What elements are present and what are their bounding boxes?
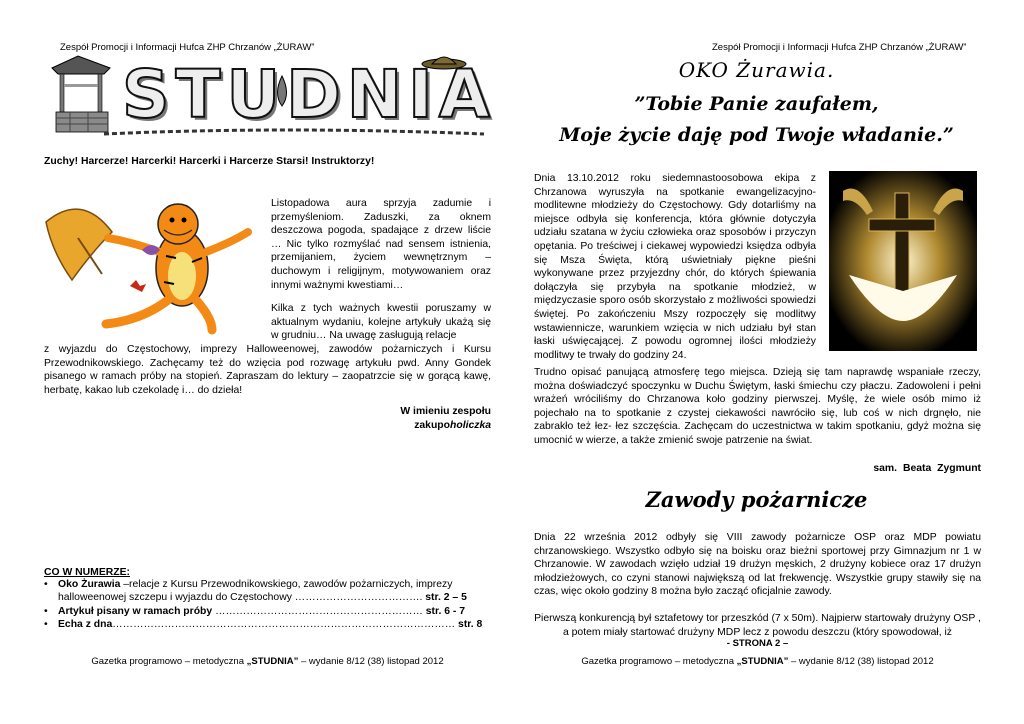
signature-line-2: [300, 419, 491, 433]
right-footer: Gazetka programowo – metodyczna „STUDNIA” – wydanie 8/12 (38) listopad 2012: [581, 656, 934, 667]
intro-paragraph-2-wide: z wyjazdu do Częstochowy, imprezy Halloweenowej, zawodów pożarniczych i Kursu Przewodnikowskiego. Zachęcamy też do wzięcia pod rozwagę artykułu pwd. Anny Gondek pisanego w ramach próby na stopień. Zapraszam do lektury – zaopatrzcie się w gorącą kawę, herbatę, kakao lub czekoladę i… do dzieła!: [44, 344, 491, 396]
article-1-wide: Trudno opisać panującą atmosferę tego miejsca. Dzieją się tam naprawdę wspaniałe rzeczy, można doświadczyć spoczynku w Duchu Świętym, łaski śmiechu czy płaczu. Zadowoleni i pełni wrażeń wróciliśmy do Chrzanowa koło godziny pierwszej. Myślę, że wiele osób mimo iż pojechało na to spotkanie z czystej ciekawości nawróciło się, lub coś w nich drgnęło, nie zabrakło też łez- łez szczęścia. Zachęcam do uczestnictwa w takim spotkaniu, gdyż można się umocnić w wierze, a także zmienić swoje patrzenie na świat.: [534, 367, 981, 446]
signature-name-part-a: zakupo: [414, 420, 450, 431]
toc: [44, 567, 491, 632]
tigger-illustration: [42, 192, 264, 338]
article-2-title: Zawody pożarnicze: [645, 487, 868, 512]
signature-line-1: W imieniu zespołu: [400, 406, 491, 417]
section-title: OKO Żurawia.: [678, 58, 835, 82]
article-1-signature: sam. Beata Zygmunt: [873, 463, 981, 474]
greeting: Zuchy! Harcerze! Harcerki! Harcerki i Harcerze Starsi! Instruktorzy!: [44, 156, 375, 167]
quote-line-2: Moje życie daję pod Twoje władanie.”: [559, 124, 954, 146]
quote-line-1: ”Tobie Panie zaufałem,: [634, 93, 879, 115]
intro-paragraph-1: Listopadowa aura sprzyja zadumie i przemyśleniom. Zaduszki, za oknem deszczowa pogoda, spadające z drzew liście … Nic tylko rozmyślać nad sensem istnienia, przemijaniem, życiem wewnętrznym – duchowym i religijnym, motywowaniem oraz innymi ważnymi kwestiami…: [271, 198, 491, 291]
page-marker: - STRONA 2 –: [726, 638, 789, 649]
article-2-paragraph-1: Dnia 22 września 2012 odbyły się VIII zawody pożarnicze OSP oraz MDP powiatu chrzanowskiego. Wszystko odbyło się na boisku oraz bieżni sportowej przy Gimnazjum nr 1 w Chrzanowie. W zawodach wzięło udział 19 drużyn męskich, 2 drużyny kobiece oraz 17 drużyn młodzieżowych, co czyni stanowi największą od lat frekwencję. Wszystkie grupy stawiły się na czas, więc około godziny 8 można było zacząć oficjalnie zawody.: [534, 532, 981, 598]
article-2-paragraph-2: Pierwszą konkurencją był sztafetowy tor przeszkód (7 x 50m). Najpierw startowały drużyny OSP , a potem miały startować drużyny MDP lecz z powodu deszczu (który spowodował, iż: [534, 613, 981, 638]
toc-item[interactable]: • Echa z dna……………………………………………………………………………………… str. 8: [58, 618, 491, 631]
masthead-title: STUDNIA: [122, 56, 496, 133]
toc-heading: CO W NUMERZE:: [44, 567, 131, 578]
article-1-column: Dnia 13.10.2012 roku siedemnastoosobowa ekipa z Chrzanowa wyruszyła na spotkanie ewangelizacyjno-modlitewne młodzieży do Częstochowy. Gdy dotarliśmy na miejsce odbyła się konferencja, która głównie dotyczyła udziału szatana w życiu człowieka oraz sposobów i przyczyn opętania. Po treściwej i ciekawej wypowiedzi księdza odbyła się Msza Święta, którą uświetniały piękne pieśni wykonywane przez przyjezdny chór, do których śpiewania dołączyła się przybyła na spotkanie młodzież, w międzyczasie sporo osób skorzystało z możliwości spowiedzi świętej. Po zakończeniu Mszy rozpoczęły się modlitwy wstawiennicze, warunkiem wzięcia w nich udziału był stan łaski uświęcającej. Z powodu ogromnej ilości młodzieży modlitwy te trwały do godziny 24.: [534, 173, 816, 361]
left-footer: Gazetka programowo – metodyczna „STUDNIA” – wydanie 8/12 (38) listopad 2012: [91, 656, 444, 667]
toc-item[interactable]: • Artykuł pisany w ramach próby …………………………………………………… str. 6 - 7: [58, 605, 491, 618]
cross-photo: [829, 171, 977, 351]
intro-paragraph-2-narrow: Kilka z tych ważnych kwestii poruszamy w aktualnym wydaniu, kolejne artykuły ukażą się w grudniu… Na uwagę zasługują relacje: [271, 303, 491, 342]
masthead: [44, 54, 494, 152]
toc-item[interactable]: • Oko Żurawia –relacje z Kursu Przewodnikowskiego, zawodów pożarniczych, imprezy halloweenowej szczepu i wyjazdu do Częstochowy ………………………………. str. 2 – 5: [58, 578, 491, 605]
right-header: Zespół Promocji i Informacji Hufca ZHP Chrzanów „ŻURAW”: [712, 42, 967, 53]
left-header: Zespół Promocji i Informacji Hufca ZHP Chrzanów „ŻURAW”: [60, 42, 315, 53]
signature-name-part-b: holiczka: [450, 420, 491, 431]
